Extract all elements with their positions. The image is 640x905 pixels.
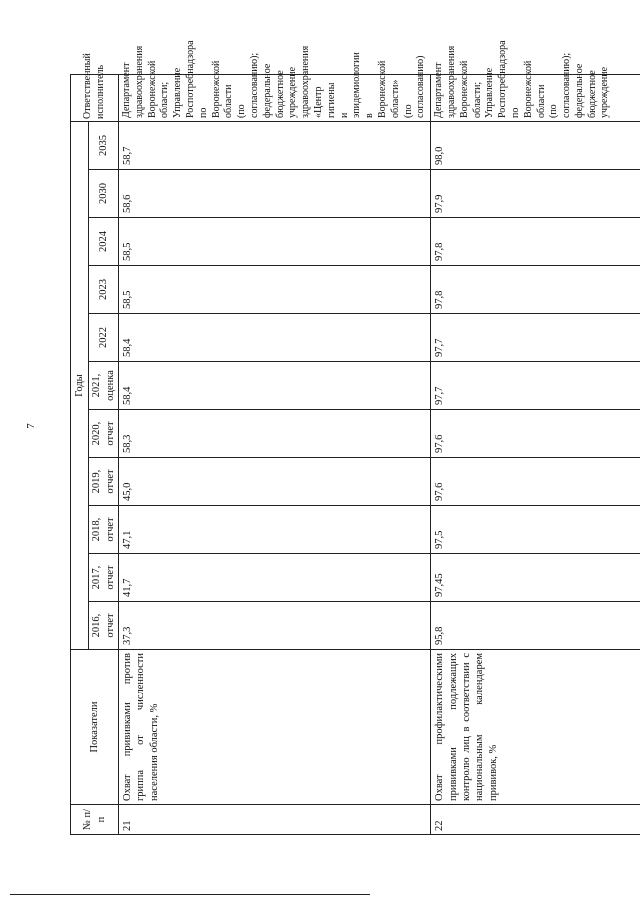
header-year: 2022 xyxy=(89,314,119,362)
value-cell: 58,3 xyxy=(119,410,431,458)
footnote-separator-line xyxy=(10,894,370,895)
value-cell: 47,1 xyxy=(119,506,431,554)
row-number: 22 xyxy=(431,805,640,835)
value-cell: 58,4 xyxy=(119,362,431,410)
header-year: 2023 xyxy=(89,266,119,314)
value-cell: 97,7 xyxy=(431,362,640,410)
value-cell: 97,8 xyxy=(431,266,640,314)
value-cell: 97,8 xyxy=(431,218,640,266)
page-number: 7 xyxy=(24,423,37,429)
header-year: 2035 xyxy=(89,122,119,170)
value-cell: 58,5 xyxy=(119,266,431,314)
header-responsible: Ответственный исполнитель xyxy=(71,75,119,122)
value-cell: 97,6 xyxy=(431,410,640,458)
table-row xyxy=(431,75,640,835)
header-year: 2019, отчет xyxy=(89,458,119,506)
value-cell: 37,3 xyxy=(119,602,431,650)
indicator-text: Охват профилактическими прививками подлежащих контролю лиц в соответствии с национальным календарем прививок, % xyxy=(431,650,640,805)
header-year: 2020, отчет xyxy=(89,410,119,458)
value-cell: 98,0 xyxy=(431,122,640,170)
value-cell: 58,7 xyxy=(119,122,431,170)
value-cell: 41,7 xyxy=(119,554,431,602)
value-cell: 97,7 xyxy=(431,314,640,362)
rotated-table-container xyxy=(70,40,618,835)
header-num: № п/п xyxy=(71,805,119,835)
value-cell: 58,6 xyxy=(119,170,431,218)
header-year: 2024 xyxy=(89,218,119,266)
table-row xyxy=(119,75,431,835)
indicator-text: Охват прививками против гриппа от численности населения области, % xyxy=(119,650,431,805)
value-cell: 97,6 xyxy=(431,458,640,506)
indicators-table xyxy=(70,40,640,835)
value-cell: 97,5 xyxy=(431,506,640,554)
row-number: 21 xyxy=(119,805,431,835)
header-years-group: Годы xyxy=(71,122,89,650)
value-cell: 95,8 xyxy=(431,602,640,650)
header-year: 2018, отчет xyxy=(89,506,119,554)
header-year: 2021, оценка xyxy=(89,362,119,410)
header-year: 2016, отчет xyxy=(89,602,119,650)
value-cell: 97,45 xyxy=(431,554,640,602)
header-indicator: Показатели xyxy=(71,650,119,805)
header-year: 2030 xyxy=(89,170,119,218)
value-cell: 58,4 xyxy=(119,314,431,362)
value-cell: 45,0 xyxy=(119,458,431,506)
responsible-text: Департамент здравоохранения Воронежской области; Управление Роспотребнадзора по Воронежской области (по согласованию); федеральное бюджетное учреждение здравоохранения «Центр гигиены и эпидемиологии в Воронежской области» (по согласованию) xyxy=(119,75,431,122)
responsible-text: Департамент здравоохранения Воронежской области; Управление Роспотребнадзора по Воронежской области (по согласованию); федеральное бюджетное учреждение xyxy=(431,75,640,122)
header-year: 2017, отчет xyxy=(89,554,119,602)
value-cell: 58,5 xyxy=(119,218,431,266)
value-cell: 97,9 xyxy=(431,170,640,218)
